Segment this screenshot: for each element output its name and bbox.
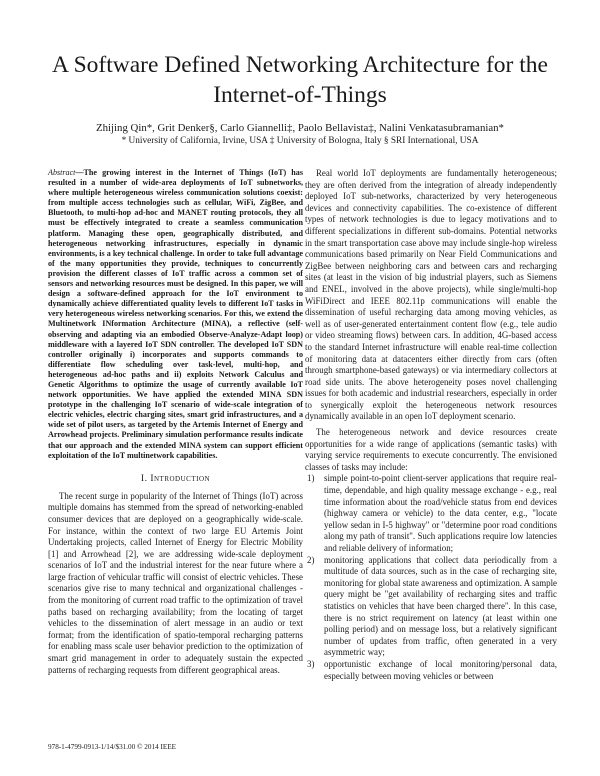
abstract-lead: Abstract	[48, 168, 76, 177]
list-item-text: monitoring applications that collect data periodically from a multitude of data sources, such as in the case of recharging site, monitoring for global state awareness and optimization. A sample query might be "get availability of recharging sites and traffic statistics on vehicles that have been charged there". In this case, there is no strict requirement on latency (at least within one polling period) and on message loss, but a relatively significant number of updates from traffic, often generated in a very asymmetric way;	[324, 554, 557, 658]
body-paragraph-heterogeneity: Real world IoT deployments are fundamentally heterogeneous; they are often derived from the integration of already independently deployed IoT sub-networks, characterized by very heterogeneous devices and connectivity capabilities. The co-existence of different types of network technologies is due to legacy motivations and to different specializations in different sub-domains. Potential networks in the smart transportation case above may include single-hop wireless communications based primarily on Near Field Communications and ZigBee between neighboring cars and between cars and recharging sites (at least in the vision of big industrial players, such as Siemens and ENEL, involved in the above projects), while single/multi-hop WiFiDirect and IEEE 802.11p communications will enable the dissemination of useful recharging data among moving vehicles, as well as of user-generated entertainment content flow (e.g., tele audio or video streaming flows) between cars. In addition, 4G-based access to the standard Internet infrastructure will enable real-time collection of monitoring data at datacenters either directly from cars (often through smartphone-based gateways) or via intermediary collectors at road side units. The above heterogeneity poses novel challenging issues for both academic and industrial researchers, especially in order to synergically exploit the heterogeneous network resources dynamically available in an open IoT deployment scenario.	[305, 168, 557, 422]
body-paragraph-task-classes: The heterogeneous network and device resources create opportunities for a wide range of applications (semantic tasks) with varying service requirements to execute concurrently. The envisioned classes of tasks may include:	[305, 427, 557, 472]
abstract	[48, 168, 303, 461]
list-item	[305, 659, 557, 682]
list-item	[305, 555, 557, 659]
paper-title: A Software Defined Networking Architecture for the Internet-of-Things	[52, 52, 548, 108]
section-heading-introduction: I. Introduction	[140, 473, 211, 484]
list-item-number: 3)	[307, 658, 315, 669]
right-column	[305, 168, 557, 682]
list-item-text: opportunistic exchange of local monitoring/personal data, especially between moving vehicles or between	[324, 658, 557, 681]
task-class-list	[305, 473, 557, 682]
left-column	[48, 168, 303, 676]
list-item-number: 2)	[307, 554, 315, 565]
list-item	[305, 473, 557, 554]
list-item-text: simple point-to-point client-server applications that require real-time, dependable, and high quality message exchange - e.g., real time information about the road/vehicle status from end devices (highway camera or vehicle) to the data center, e.g., "locate yellow sedan in I-5 highway" or "determine poor road conditions along my path of transit". Such applications require low latencies and reliable delivery of information;	[324, 473, 557, 553]
list-item-number: 1)	[307, 473, 315, 484]
intro-paragraph: The recent surge in popularity of the Internet of Things (IoT) across multiple domains has stemmed from the spread of networking-enabled consumer devices that are deployed on a geographically wide-scale. For instance, within the context of two large EU Artemis Joint Undertaking projects, called Internet of Energy for Electric Mobility [1] and Arrowhead [2], we are addressing wide-scale deployment scenarios of IoT and the industrial interest for the near future where a large fraction of vehicular traffic will consist of electric vehicles. These scenarios give rise to many technical and organizational challenges - from the monitoring of current road traffic to the optimization of travel paths based on recharging availability; from the locating of target vehicles to the dissemination of alert message in an audio or text format; from the identification of spatio-temporal recharging patterns for enabling mass scale user behavior prediction to the optimization of smart grid management in order to adequately sustain the expected patterns of recharging requests from different geographical areas.	[48, 490, 303, 675]
abstract-text: —The growing interest in the Internet of Things (IoT) has resulted in a number of wide-area deployments of IoT subnetworks, where multiple heterogeneous wireless communication solutions coexist: from multiple access technologies such as cellular, WiFi, ZigBee, and Bluetooth, to multi-hop ad-hoc and MANET routing protocols, they all must be effectively integrated to create a seamless communication platform. Managing these open, geographically distributed, and heterogeneous networking infrastructures, especially in dynamic environments, is a key technical challenge. In order to take full advantage of the many opportunities they provide, techniques to concurrently provision the different classes of IoT traffic across a common set of sensors and networking resources must be designed. In this paper, we will design a software-defined approach for the IoT environment to dynamically achieve differentiated quality levels to different IoT tasks in very heterogeneous wireless networking scenarios. For this, we extend the Multinetwork INformation Architecture (MINA), a reflective (self-observing and adapting via an embodied Observe-Analyze-Adapt loop) middleware with a layered IoT SDN controller. The developed IoT SDN controller originally i) incorporates and supports commands to differentiate flow scheduling over task-level, multi-hop, and heterogeneous ad-hoc paths and ii) exploits Network Calculus and Genetic Algorithms to optimize the usage of currently available IoT network opportunities. We have applied the extended MINA SDN prototype in the challenging IoT scenario of wide-scale integration of electric vehicles, electric charging sites, smart grid infrastructures, and a wide set of pilot users, as targeted by the Artemis Internet of Energy and Arrowhead projects. Preliminary simulation performance results indicate that our approach and the extended MINA system can support efficient exploitation of the IoT multinetwork capabilities.	[48, 168, 303, 460]
copyright-footer: 978-1-4799-0913-1/14/$31.00 © 2014 IEEE	[48, 743, 177, 751]
author-list: Zhijing Qin*, Grit Denker§, Carlo Giannelli‡, Paolo Bellavista‡, Nalini Venkatasubramanian*	[96, 122, 504, 134]
author-affiliations: * University of California, Irvine, USA ‡ University of Bologna, Italy § SRI International, USA	[121, 136, 479, 146]
